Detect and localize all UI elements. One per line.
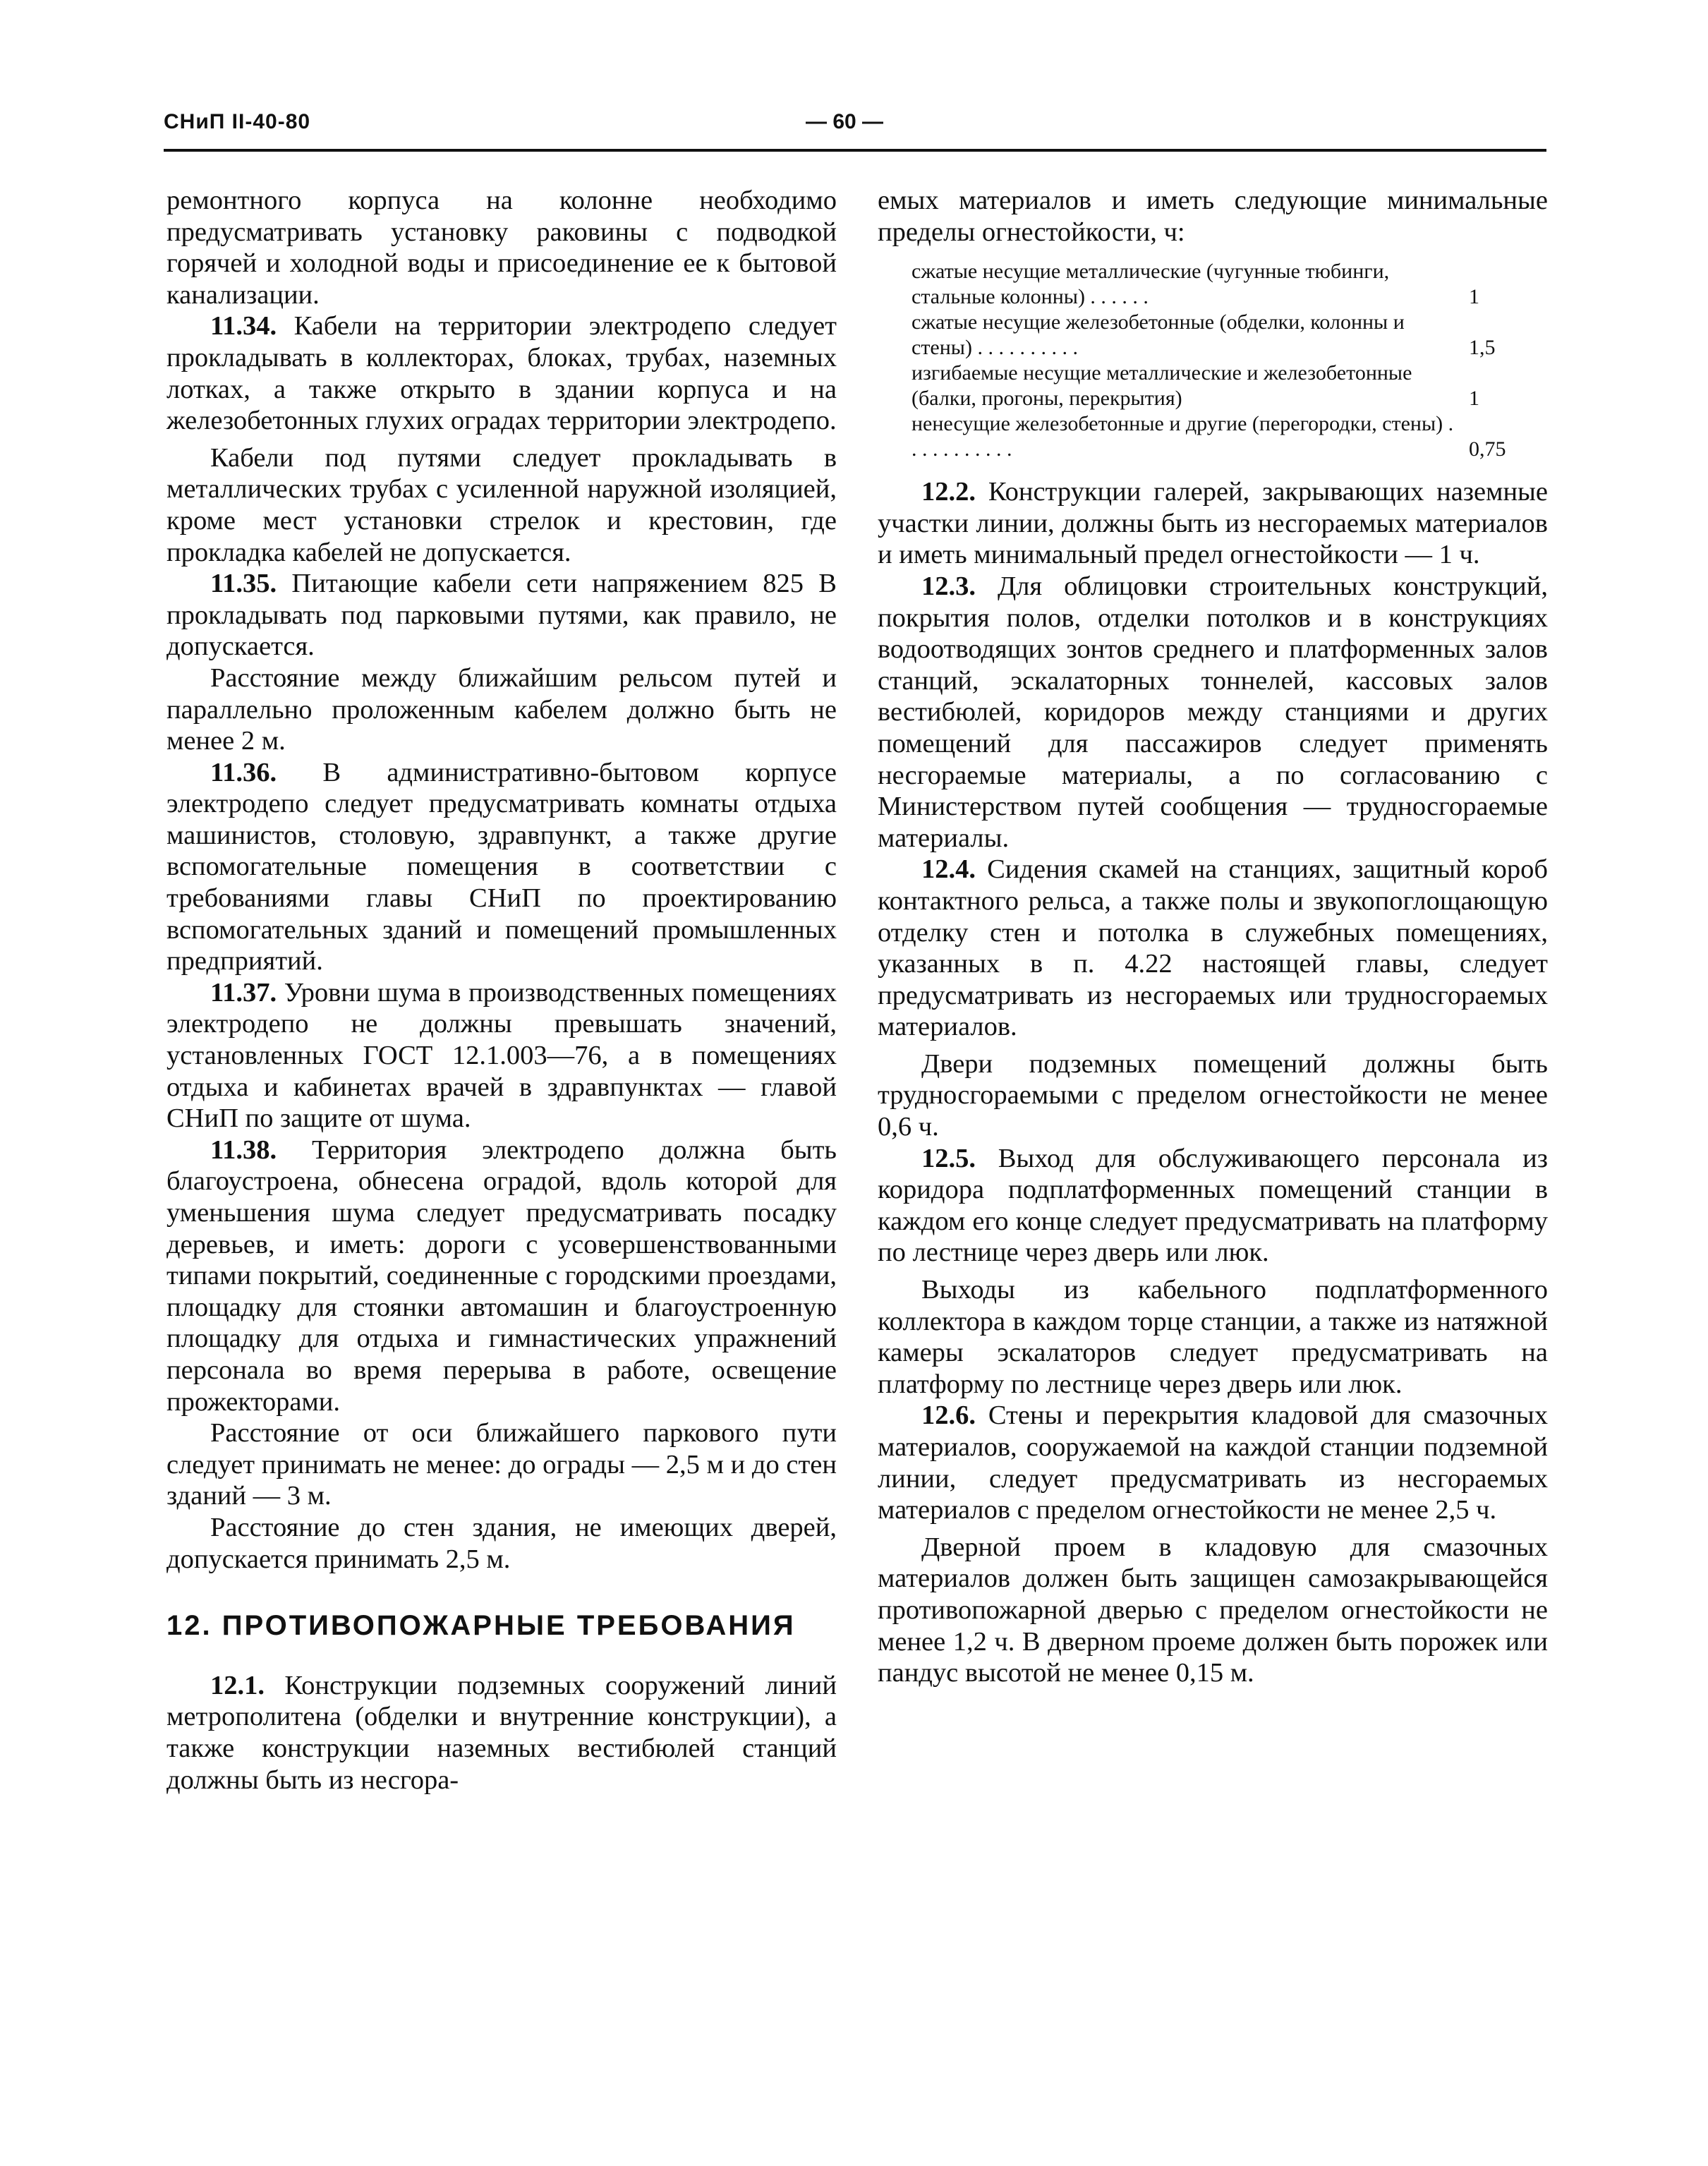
clause-text: Кабели на территории электродепо следует прокладывать в коллекторах, блоках, трубах, наземных лотках, а также открыто в здании корпуса и на железобетонных глухих оградах территории электродепо. bbox=[166, 311, 837, 436]
clause-12-3 bbox=[878, 571, 1548, 854]
fire-resistance-list bbox=[911, 259, 1548, 462]
clause-12-2 bbox=[878, 476, 1548, 571]
list-item bbox=[911, 361, 1518, 411]
paragraph: Расстояние до стен здания, не имеющих дверей, допускается принимать 2,5 м. bbox=[166, 1512, 837, 1574]
paragraph: Расстояние от оси ближайшего паркового пути следует принимать не менее: до ограды — 2,5 м и до стен зданий — 3 м. bbox=[166, 1418, 837, 1511]
paragraph: Двери подземных помещений должны быть трудносгораемыми с пределом огнестойкости не менее 0,6 ч. bbox=[878, 1048, 1548, 1142]
paragraph: Расстояние между ближайшим рельсом путей и параллельно проложенным кабелем должно быть не менее 2 м. bbox=[166, 662, 837, 756]
clause-11-37 bbox=[166, 977, 837, 1135]
clause-12-1 bbox=[166, 1670, 837, 1796]
list-item-value: 1,5 bbox=[1469, 336, 1496, 360]
paragraph: ремонтного корпуса на колонне необходимо предусматривать установку раковины с подводкой горячей и холодной воды и присоединение ее к бытовой канализации. bbox=[166, 186, 837, 310]
paragraph: Дверной проем в кладовую для смазочных материалов должен быть защищен самозакрывающейся противопожарной дверью с пределом огнестойкости не менее 1,2 ч. В дверном проеме должен быть порожек или пандус высотой не менее 0,15 м. bbox=[878, 1532, 1548, 1688]
paragraph: Кабели под путями следует прокладывать в металлических трубах с усиленной наружной изоляцией, кроме мест установки стрелок и крестовин, где прокладка кабелей не допускается. bbox=[166, 442, 837, 567]
clause-number: 11.36. bbox=[210, 757, 277, 787]
clause-text: Выход для обслуживающего персонала из коридора подплатформенных помещений станции в каждом его конце следует предусматривать на платформу по лестнице через дверь или люк. bbox=[878, 1143, 1548, 1268]
clause-number: 11.35. bbox=[210, 569, 277, 599]
clause-number: 11.38. bbox=[210, 1135, 277, 1165]
clause-text: Конструкции галерей, закрывающих наземные участки линии, должны быть из несгораемых материалов и иметь минимальный предел огнестойкости — 1 ч. bbox=[878, 477, 1548, 570]
paragraph: емых материалов и иметь следующие минимальные пределы огнестойкости, ч: bbox=[878, 186, 1548, 247]
clause-text: Территория электродепо должна быть благоустроена, обнесена оградой, вдоль которой для уменьшения шума следует предусматривать посадку деревьев, и иметь: дороги с усовершенствованными типами покрытий, соединенные с городскими проездами, площадку для стоянки автомашин и благоустроенную площадку для отдыха и гимнастических упражнений персонала во время перерыва в работе, освещение прожекторами. bbox=[166, 1135, 837, 1417]
clause-text: Стены и перекрытия кладовой для смазочных материалов, сооружаемой на каждой станции подземной линии, следует предусматривать из несгораемых материалов с пределом огнестойкости не менее 2,5 ч. bbox=[878, 1400, 1548, 1525]
paragraph: Выходы из кабельного подплатформенного коллектора в каждом торце станции, а также из натяжной камеры эскалаторов следует предусматривать на платформу по лестнице через дверь или люк. bbox=[878, 1275, 1548, 1399]
list-item-text: изгибаемые несущие металлические и железобетонные (балки, прогоны, перекрытия) bbox=[911, 361, 1412, 411]
list-item-text: сжатые несущие железобетонные (обделки, колонны и стены) . . . . . . . . . . bbox=[911, 310, 1405, 360]
clause-text: Питающие кабели сети напряжением 825 В прокладывать под парковыми путями, как правило, не допускается. bbox=[166, 569, 837, 662]
clause-11-36 bbox=[166, 757, 837, 977]
clause-text: Конструкции подземных сооружений линий метрополитена (обделки и внутренние конструкции), а также конструкции наземных вестибюлей станций должны быть из несгора- bbox=[166, 1670, 837, 1795]
clause-number: 12.4. bbox=[921, 854, 976, 885]
header-divider bbox=[164, 149, 1546, 152]
list-item bbox=[911, 310, 1518, 361]
list-item-value: 1 bbox=[1469, 387, 1479, 411]
list-item-value: 0,75 bbox=[1469, 437, 1506, 461]
clause-12-4 bbox=[878, 854, 1548, 1043]
right-column bbox=[878, 185, 1548, 1689]
clause-text: Сидения скамей на станциях, защитный короб контактного рельса, а также полы и звукопоглощающую отделку стен и потолка в служебных помещениях, указанных в п. 4.22 настоящей главы, следует предусматривать из несгораемых или трудносгораемых материалов. bbox=[878, 854, 1548, 1042]
clause-11-34 bbox=[166, 310, 837, 436]
page-number: — 60 — bbox=[806, 110, 884, 133]
clause-number: 11.34. bbox=[210, 311, 277, 341]
clause-number: 12.5. bbox=[921, 1143, 976, 1173]
list-item bbox=[911, 259, 1518, 310]
page-header bbox=[164, 106, 1546, 148]
document-code: СНиП II-40-80 bbox=[164, 110, 311, 133]
clause-number: 12.1. bbox=[210, 1670, 265, 1700]
clause-12-5 bbox=[878, 1143, 1548, 1269]
clause-number: 12.6. bbox=[921, 1400, 976, 1431]
clause-text: Уровни шума в производственных помещениях электродепо не должны превышать значений, установленных ГОСТ 12.1.003—76, а в помещениях отдыха и кабинетах врачей в здравпунктах — главой СНиП по защите от шума. bbox=[166, 977, 837, 1134]
clause-number: 11.37. bbox=[210, 977, 277, 1008]
clause-11-38 bbox=[166, 1135, 837, 1417]
clause-11-35 bbox=[166, 568, 837, 662]
section-heading: 12. ПРОТИВОПОЖАРНЫЕ ТРЕБОВАНИЯ bbox=[166, 1610, 796, 1642]
list-item-value: 1 bbox=[1469, 285, 1479, 309]
clause-12-6 bbox=[878, 1400, 1548, 1525]
clause-number: 12.2. bbox=[921, 477, 976, 507]
list-item-text: ненесущие железобетонные и другие (перегородки, стены) . . . . . . . . . . . bbox=[911, 412, 1454, 461]
clause-text: В административно-бытовом корпусе электродепо следует предусматривать комнаты отдыха машинистов, столовую, здравпункт, а также другие вспомогательные помещения в соответствии с требованиями главы СНиП по проектированию вспомогательных зданий и помещений промышленных предприятий. bbox=[166, 757, 837, 976]
left-column bbox=[166, 185, 837, 1796]
clause-text: Для облицовки строительных конструкций, покрытия полов, отделки потолков и в конструкциях водоотводящих зонтов среднего и платформенных залов станций, эскалаторных тоннелей, кассовых залов вестибюлей, коридоров между станциями и других помещений для пассажиров следует применять несгораемые материалы, а по согласованию с Министерством путей сообщения — трудносгораемые материалы. bbox=[878, 571, 1548, 853]
clause-number: 12.3. bbox=[921, 571, 976, 601]
list-item-text: сжатые несущие металлические (чугунные тюбинги, стальные колонны) . . . . . . bbox=[911, 260, 1390, 309]
list-item bbox=[911, 411, 1518, 462]
